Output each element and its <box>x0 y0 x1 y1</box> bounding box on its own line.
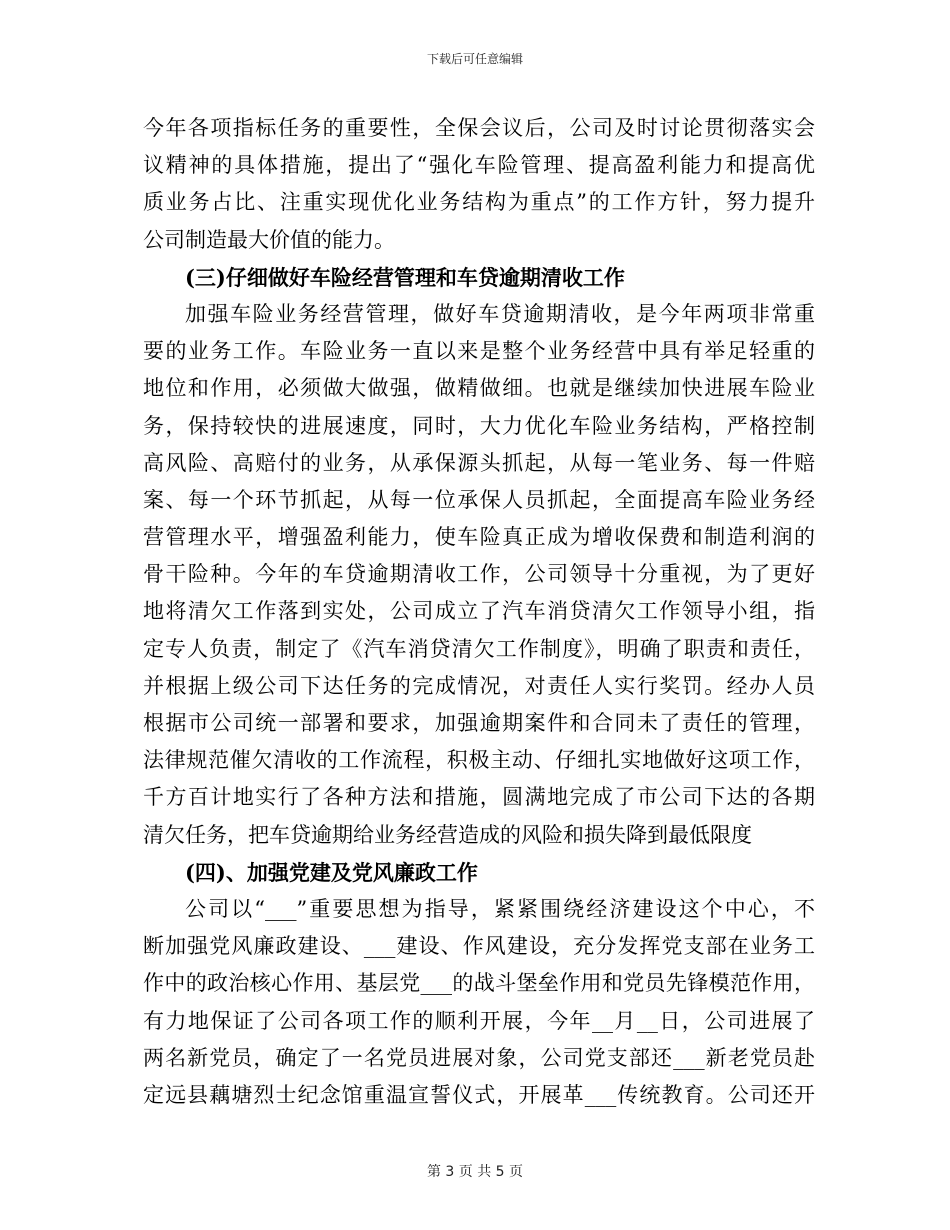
paragraph-line: 根据市公司统一部署和要求，加强逾期案件和合同未了责任的管理， <box>143 711 815 735</box>
paragraph-line: 公司以“___”重要思想为指导，紧紧围绕经济建设这个中心，不 <box>185 896 815 921</box>
paragraph-line: 务，保持较快的进展速度，同时，大力优化车险业务结构，严格控制 <box>143 413 815 438</box>
paragraph-line: 今年各项指标任务的重要性，全保会议后，公司及时讨论贯彻落实会 <box>143 116 815 140</box>
paragraph-line: 骨干险种。今年的车贷逾期清收工作，公司领导十分重视，为了更好 <box>143 562 815 587</box>
paragraph-line: 高风险、高赔付的业务，从承保源头抓起，从每一笔业务、每一件赔 <box>143 450 815 475</box>
paragraph-line: 作中的政治核心作用、基层党___的战斗堡垒作用和党员先锋模范作用， <box>143 971 815 996</box>
paragraph-line: 地位和作用，必须做大做强，做精做细。也就是继续加快进展车险业 <box>143 376 815 401</box>
section-heading-3: (三)仔细做好车险经营管理和车贷逾期清收工作 <box>185 264 625 290</box>
paragraph-line: 地将清欠工作落到实处，公司成立了汽车消贷清欠工作领导小组，指 <box>143 599 815 624</box>
paragraph-line: 定远县藕塘烈士纪念馆重温宣誓仪式，开展革___传统教育。公司还开 <box>143 1082 815 1107</box>
paragraph-line: 定专人负责，制定了《汽车消贷清欠工作制度》，明确了职责和责任， <box>143 636 815 661</box>
paragraph-line: 并根据上级公司下达任务的完成情况，对责任人实行奖罚。经办人员 <box>143 673 815 698</box>
paragraph-line: 断加强党风廉政建设、___建设、作风建设，充分发挥党支部在业务工 <box>143 934 815 959</box>
paragraph-line: 有力地保证了公司各项工作的顺利开展，今年__月__日，公司进展了 <box>143 1008 815 1033</box>
paragraph-line: 营管理水平，增强盈利能力，使车险真正成为增收保费和制造利润的 <box>143 525 815 550</box>
paragraph-line: 公司制造最大价值的能力。 <box>143 227 395 252</box>
paragraph-line: 清欠任务，把车贷逾期给业务经营造成的风险和损失降到最低限度 <box>143 822 752 847</box>
paragraph-line: 质业务占比、注重实现优化业务结构为重点”的工作方针，努力提升 <box>143 190 815 215</box>
section-heading-4: (四)、加强党建及党风廉政工作 <box>185 859 478 885</box>
paragraph-line: 要的业务工作。车险业务一直以来是整个业务经营中具有举足轻重的 <box>143 339 815 364</box>
paragraph-line: 案、每一个环节抓起，从每一位承保人员抓起，全面提高车险业务经 <box>143 487 815 512</box>
document-body <box>143 110 815 1114</box>
paragraph-line: 两名新党员，确定了一名党员进展对象，公司党支部还___新老党员赴 <box>143 1045 815 1070</box>
page-header: 下载后可任意编辑 <box>426 52 523 66</box>
paragraph-line: 加强车险业务经营管理，做好车贷逾期清收，是今年两项非常重 <box>185 301 815 326</box>
paragraph-line: 千方百计地实行了各种方法和措施，圆满地完成了市公司下达的各期 <box>143 785 815 810</box>
paragraph-line: 议精神的具体措施，提出了“强化车险管理、提高盈利能力和提高优 <box>143 153 815 178</box>
paragraph-line: 法律规范催欠清收的工作流程，积极主动、仔细扎实地做好这项工作， <box>143 748 815 773</box>
page-footer: 第 3 页 共 5 页 <box>426 1164 524 1180</box>
